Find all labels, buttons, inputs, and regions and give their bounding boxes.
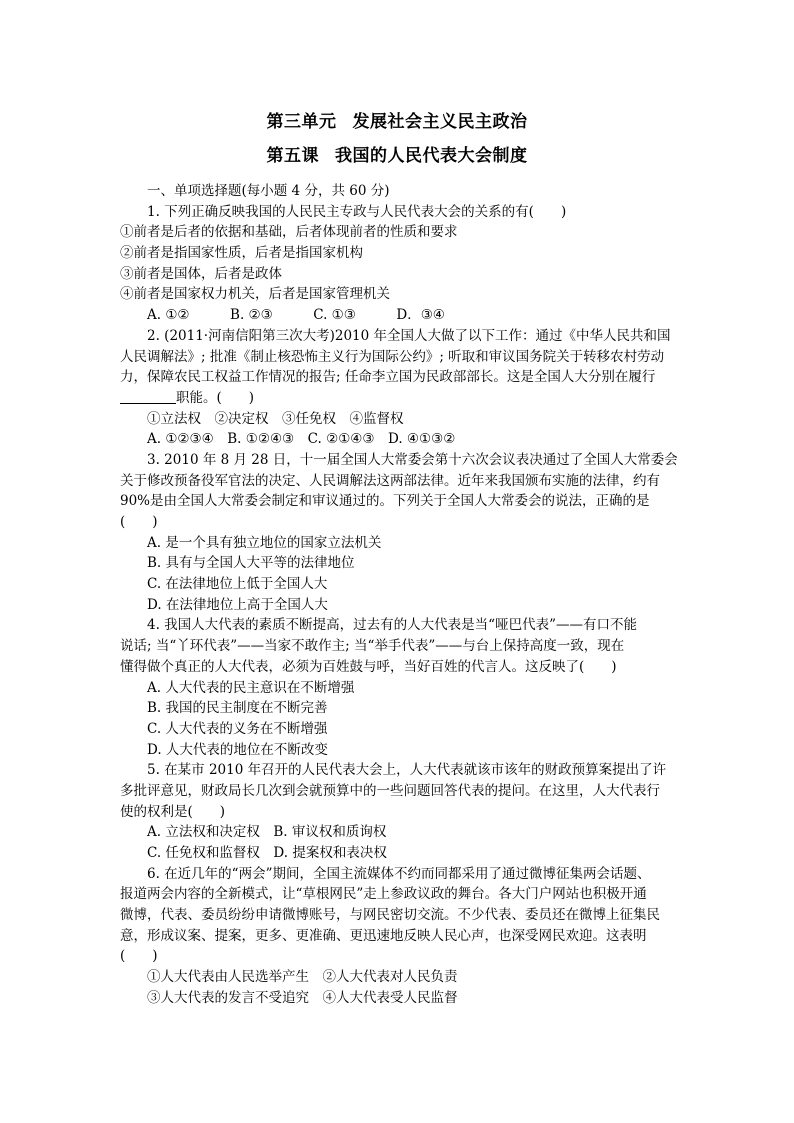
unit-title-text: 发展社会主义民主政治 [352,112,528,132]
q5-line-1: 5. 在某市 2010 年召开的人民代表大会上，人大代表就该市该年的财政预算案提出了许 [147,762,667,779]
q2-answer-blank [120,389,176,404]
q5-line-3: 使的权利是( ) [120,803,226,820]
q4-line-2: 说话; 当“丫环代表”——当家不敢作主; 当“举手代表”——与台上保持高度一致，现在 [120,638,625,655]
q6-line-3: 微博，代表、委员纷纷申请微博账号，与网民密切交流。不少代表、委员还在微博上征集民 [120,907,660,924]
q6-items-12: ①人大代表由人民选举产生 ②人大代表对人民负责 [147,969,458,986]
q3-option-a: A. 是一个具有独立地位的国家立法机关 [147,534,382,551]
q3-option-c: C. 在法律地位上低于全国人大 [147,576,328,593]
q1-option-3: ③前者是国体，后者是政体 [120,265,282,282]
q1-option-4: ④前者是国家权力机关，后者是国家管理机关 [120,286,390,303]
q5-choices-ab: A. 立法权和决定权 B. 审议权和质询权 [147,824,387,841]
q4-option-d: D. 人大代表的地位在不断改变 [147,741,328,758]
q6-line-2: 报道两会内容的全新模式，让“草根网民”走上参政议政的舞台。各大门户网站也积极开通 [120,886,647,903]
q6-line-5: ( ) [120,948,158,965]
q6-items-34: ③人大代表的发言不受追究 ④人大代表受人民监督 [147,989,458,1006]
q2-line-2: 人民调解法》; 批准《制止核恐怖主义行为国际公约》; 听取和审议国务院关于转移农村劳动 [120,348,665,365]
q2-line-1: 2. (2011·河南信阳第三次大考)2010 年全国人大做了以下工作：通过《中华人民共和国 [147,327,671,344]
q6-line-1: 6. 在近几年的“两会”期间，全国主流媒体不约而同都采用了通过微博征集两会话题、 [147,865,651,882]
q3-line-2: 关于修改预备役军官法的决定、人民调解法这两部法律。近年来我国颁布实施的法律，约有 [120,472,660,489]
lesson-title [0,141,794,166]
q2-line-3: 力，保障农民工权益工作情况的报告; 任命李立国为民政部部长。这是全国人大分别在履行 [120,369,656,386]
lesson-title-text: 我国的人民代表大会制度 [335,146,528,166]
q1-option-1: ①前者是后者的依据和基础，后者体现前者的性质和要求 [120,224,458,241]
q2-choices: A. ①②③④ B. ①②④③ C. ②①④③ D. ④①③② [147,431,456,448]
q3-option-b: B. 具有与全国人大平等的法律地位 [147,555,355,572]
q5-line-2: 多批评意见，财政局长几次到会就预算中的一些问题回答代表的提问。在这里，人大代表行 [120,782,660,799]
q4-option-b: B. 我国的民主制度在不断完善 [147,700,328,717]
question-content [120,181,680,1009]
q4-option-a: A. 人大代表的民主意识在不断增强 [147,679,355,696]
q2-line-4 [120,388,680,409]
section-heading: 一、单项选择题(每小题 4 分，共 60 分) [147,183,390,199]
q1-choices: A. ①② B. ②③ C. ①③ D．③④ [147,307,445,324]
q1-option-2: ②前者是指国家性质，后者是指国家机构 [120,245,363,262]
q2-items: ①立法权 ②决定权 ③任免权 ④监督权 [147,410,404,427]
unit-title-number: 第三单元 [266,112,337,132]
q4-option-c: C. 人大代表的义务在不断增强 [147,720,328,737]
q1-stem: 1. 下列正确反映我国的人民民主专政与人民代表大会的关系的有( ) [147,203,567,220]
lesson-title-number: 第五课 [266,146,319,166]
q3-line-4: ( ) [120,514,158,530]
q6-line-4: 意，形成议案、提案，更多、更准确、更迅速地反映人民心声，也深受网民欢迎。这表明 [120,927,647,944]
q3-line-3: 90%是由全国人大常委会制定和审议通过的。下列关于全国人大常委会的说法，正确的是 [120,493,650,510]
q2-line-4-text: 职能。( ) [176,389,255,406]
q4-line-1: 4. 我国人大代表的素质不断提高，过去有的人大代表是当“哑巴代表”——有口不能 [147,617,637,634]
q5-choices-cd: C. 任免权和监督权 D. 提案权和表决权 [147,845,387,861]
q3-option-d: D. 在法律地位上高于全国人大 [147,596,328,613]
q3-line-1: 3. 2010 年 8 月 28 日，十一届全国人大常委会第十六次会议表决通过了全国人大常委会 [147,451,678,468]
unit-title [0,107,794,132]
q4-line-3: 懂得做个真正的人大代表，必须为百姓鼓与呼，当好百姓的代言人。这反映了( ) [120,658,617,675]
